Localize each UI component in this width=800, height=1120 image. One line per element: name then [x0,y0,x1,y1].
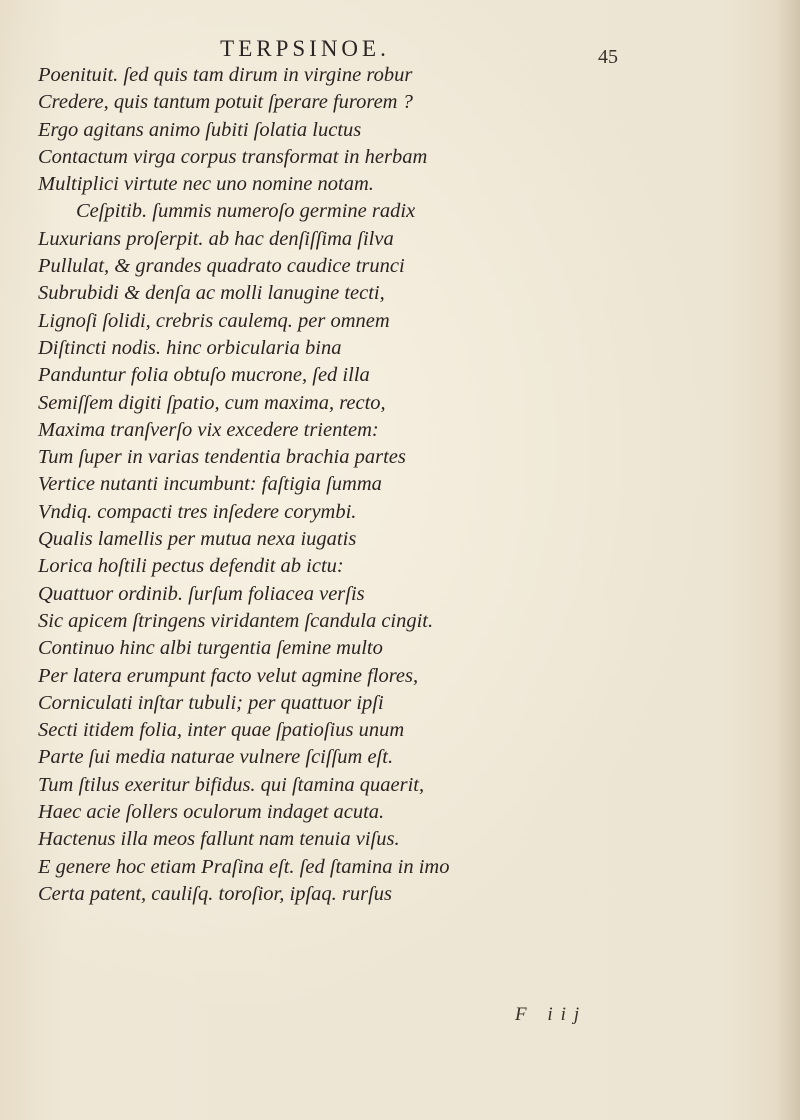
signature-mark: F iij [515,1004,588,1025]
running-title: TERPSINOE. [220,36,390,61]
verse-line: Multiplici virtute nec uno nomine notam. [38,173,374,196]
verse-line: Qualis lamellis per mutua nexa iugatis [38,528,357,551]
verse-line: Lignoſi ſolidi, crebris caulemq. per omnem [38,309,390,332]
verse-line: Certa patent, cauliſq. toroſior, ipſaq. rurſus [38,882,393,905]
verse-line: Luxurians proſerpit. ab hac denſiſſima ſilva [38,227,394,250]
verse-line: Hactenus illa meos fallunt nam tenuia viſus. [38,828,400,851]
verse-line: Panduntur folia obtuſo mucrone, ſed illa [38,364,370,387]
verse-line: Sic apicem ſtringens viridantem ſcandula cingit. [38,609,434,632]
verse-line: Continuo hinc albi turgentia ſemine multo [38,637,383,660]
verse-line: Tum ſuper in varias tendentia brachia partes [38,446,406,469]
verse-line: E genere hoc etiam Praſina eſt. ſed ſtamina in imo [38,855,450,878]
page-number: 45 [598,46,618,68]
verse-line: Lorica hoſtili pectus defendit ab ictu: [38,555,344,578]
verse-line: Poenituit. ſed quis tam dirum in virgine robur [38,64,413,86]
verse-line: Pullulat, & grandes quadrato caudice trunci [38,255,405,278]
verse-line: Secti itidem folia, inter quae ſpatioſius unum [38,719,405,742]
verse-line: Maxima tranſverſo vix excedere trientem: [38,418,379,441]
verse-text [38,62,508,908]
verse-line: Corniculati inſtar tubuli; per quattuor ipſi [38,691,384,714]
verse-line: Quattuor ordinib. ſurſum foliacea verſis [38,582,365,605]
verse-line: Per latera erumpunt facto velut agmine flores, [38,664,419,687]
verse-line: Vertice nutanti incumbunt: faſtigia ſumma [38,473,382,496]
verse-line: Vndiq. compacti tres inſedere corymbi. [38,500,357,523]
verse-line: Haec acie ſollers oculorum indaget acuta. [38,801,385,824]
verse-line: Subrubidi & denſa ac molli lanugine tecti, [38,282,385,305]
page-edge-shadow [776,0,800,1120]
verse-line: Credere, quis tantum potuit ſperare furorem ? [38,91,413,114]
verse-line: Diſtincti nodis. hinc orbicularia bina [38,336,342,359]
verse-line: Parte ſui media naturae vulnere ſciſſum eſt. [38,746,394,769]
verse-line: Semiſſem digiti ſpatio, cum maxima, recto, [38,391,386,414]
verse-line: Ceſpitib. ſummis numeroſo germine radix [76,200,416,223]
verse-line: Tum ſtilus exeritur bifidus. qui ſtamina quaerit, [38,773,425,796]
verse-line: Ergo agitans animo ſubiti ſolatia luctus [38,118,362,141]
verse-line: Contactum virga corpus transformat in herbam [38,145,428,168]
